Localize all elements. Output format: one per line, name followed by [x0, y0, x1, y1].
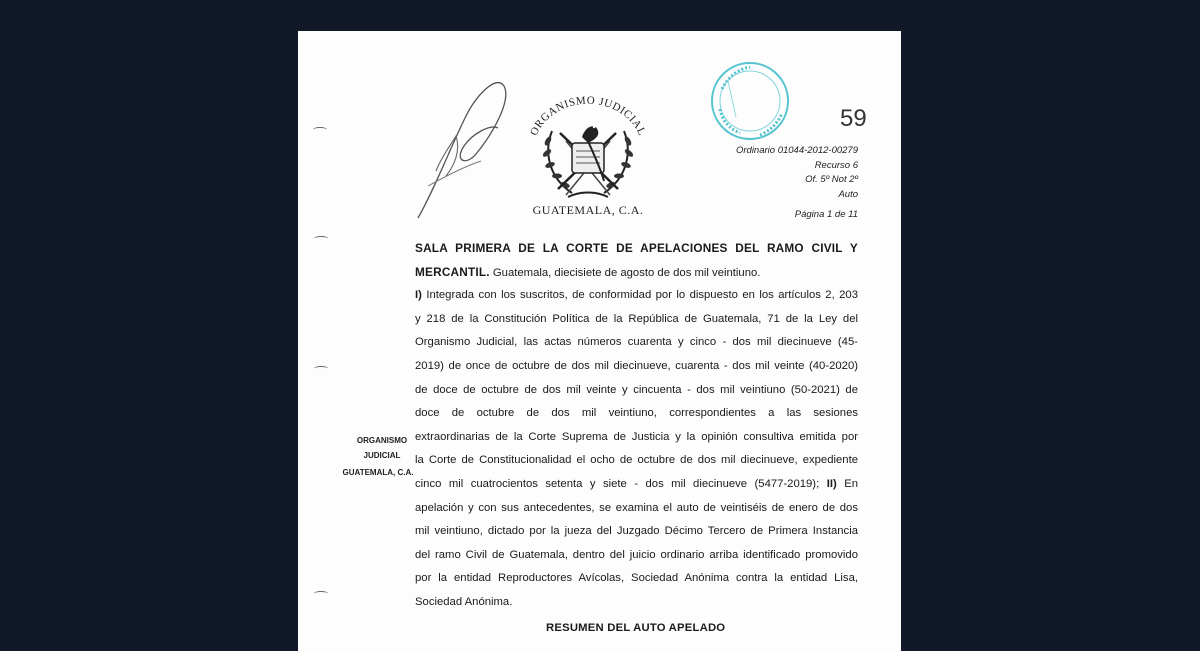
heading-line-2 — [415, 261, 858, 285]
body-line: la Corte de Constitucionalidad el ocho de octubre de dos mil diecinueve, expediente — [415, 454, 858, 467]
document-page — [298, 31, 901, 651]
page-indicator: Página 1 de 11 — [794, 209, 858, 220]
body-line: y 218 de la Constitución Política de la República de Guatemala, 71 de la Ley del — [415, 312, 858, 325]
margin-mark — [314, 591, 328, 596]
document-type: Auto — [838, 188, 858, 200]
body-line — [415, 284, 858, 308]
body-line: del ramo Civil de Guatemala, dentro del juicio ordinario arriba identificado promovido — [415, 548, 858, 561]
coat-of-arms-icon — [538, 111, 638, 203]
body-line: 2019) de once de octubre de dos mil diecinueve, cuarenta - dos mil veinte (40-2020) — [415, 359, 858, 372]
body-line: apelación y con sus antecedentes, se examina el auto de veintiséis de enero de dos — [415, 501, 858, 514]
section-title: RESUMEN DEL AUTO APELADO — [546, 622, 726, 634]
official-stamp — [708, 59, 792, 143]
side-stamp-line2: JUDICIAL — [363, 451, 401, 460]
body-line: Organismo Judicial, las actas números cuarenta y cinco - dos mil diecinueve (45- — [415, 336, 858, 349]
side-stamp-line1: ORGANISMO — [356, 436, 408, 445]
body-text: cinco mil cuatrocientos setenta y siete - dos mil diecinueve (5477-2019); — [415, 477, 820, 490]
heading-date: Guatemala, diecisiete de agosto de dos mil veintiuno. — [489, 266, 761, 279]
body-line: doce de octubre de dos mil veintiuno, correspondientes a las sesiones — [415, 407, 858, 420]
margin-mark — [313, 127, 327, 132]
body-line: extraordinarias de la Corte Suprema de Justicia y la opinión consultiva emitida por — [415, 430, 858, 443]
body-text: En — [836, 477, 859, 490]
paragraph-mark: II) — [826, 477, 837, 490]
margin-mark — [314, 366, 328, 371]
heading-line-1: SALA PRIMERA DE LA CORTE DE APELACIONES DEL RAMO CIVIL Y — [415, 241, 858, 255]
body-text: Integrada con los suscritos, de conformidad por lo dispuesto en los artículos 2, 203 — [421, 289, 858, 302]
body-line — [415, 473, 858, 497]
body-line: por la entidad Reproductores Avícolas, Sociedad Anónima contra la entidad Lisa, — [415, 572, 858, 585]
case-number: Ordinario 01044-2012-00279 — [735, 145, 858, 156]
body-line: Sociedad Anónima. — [415, 595, 513, 608]
svg-text:ORGANISMO JUDICIAL: ORGANISMO JUDICIAL — [528, 94, 648, 138]
handwritten-signature — [406, 76, 516, 226]
seal-location: GUATEMALA, C.A. — [532, 203, 644, 217]
heading-bold: MERCANTIL. — [415, 264, 490, 279]
paragraph-mark: I) — [415, 289, 422, 302]
appeal-number: Recurso 6 — [814, 159, 858, 171]
body-line: mil veintiuno, dictado por la jueza del Juzgado Décimo Tercero de Primera Instancia — [415, 525, 858, 538]
document-body — [415, 237, 858, 615]
office-notary: Of. 5º Not 2º — [805, 174, 858, 185]
handwritten-page-number: 59 — [840, 105, 867, 132]
case-reference — [736, 144, 858, 202]
side-stamp-line3: GUATEMALA, C.A. — [342, 468, 414, 477]
body-line: de doce de octubre de dos mil veinte y cincuenta - dos mil veintiuno (50-2021) de — [415, 383, 858, 396]
margin-mark — [314, 236, 328, 241]
side-stamp — [328, 436, 428, 477]
